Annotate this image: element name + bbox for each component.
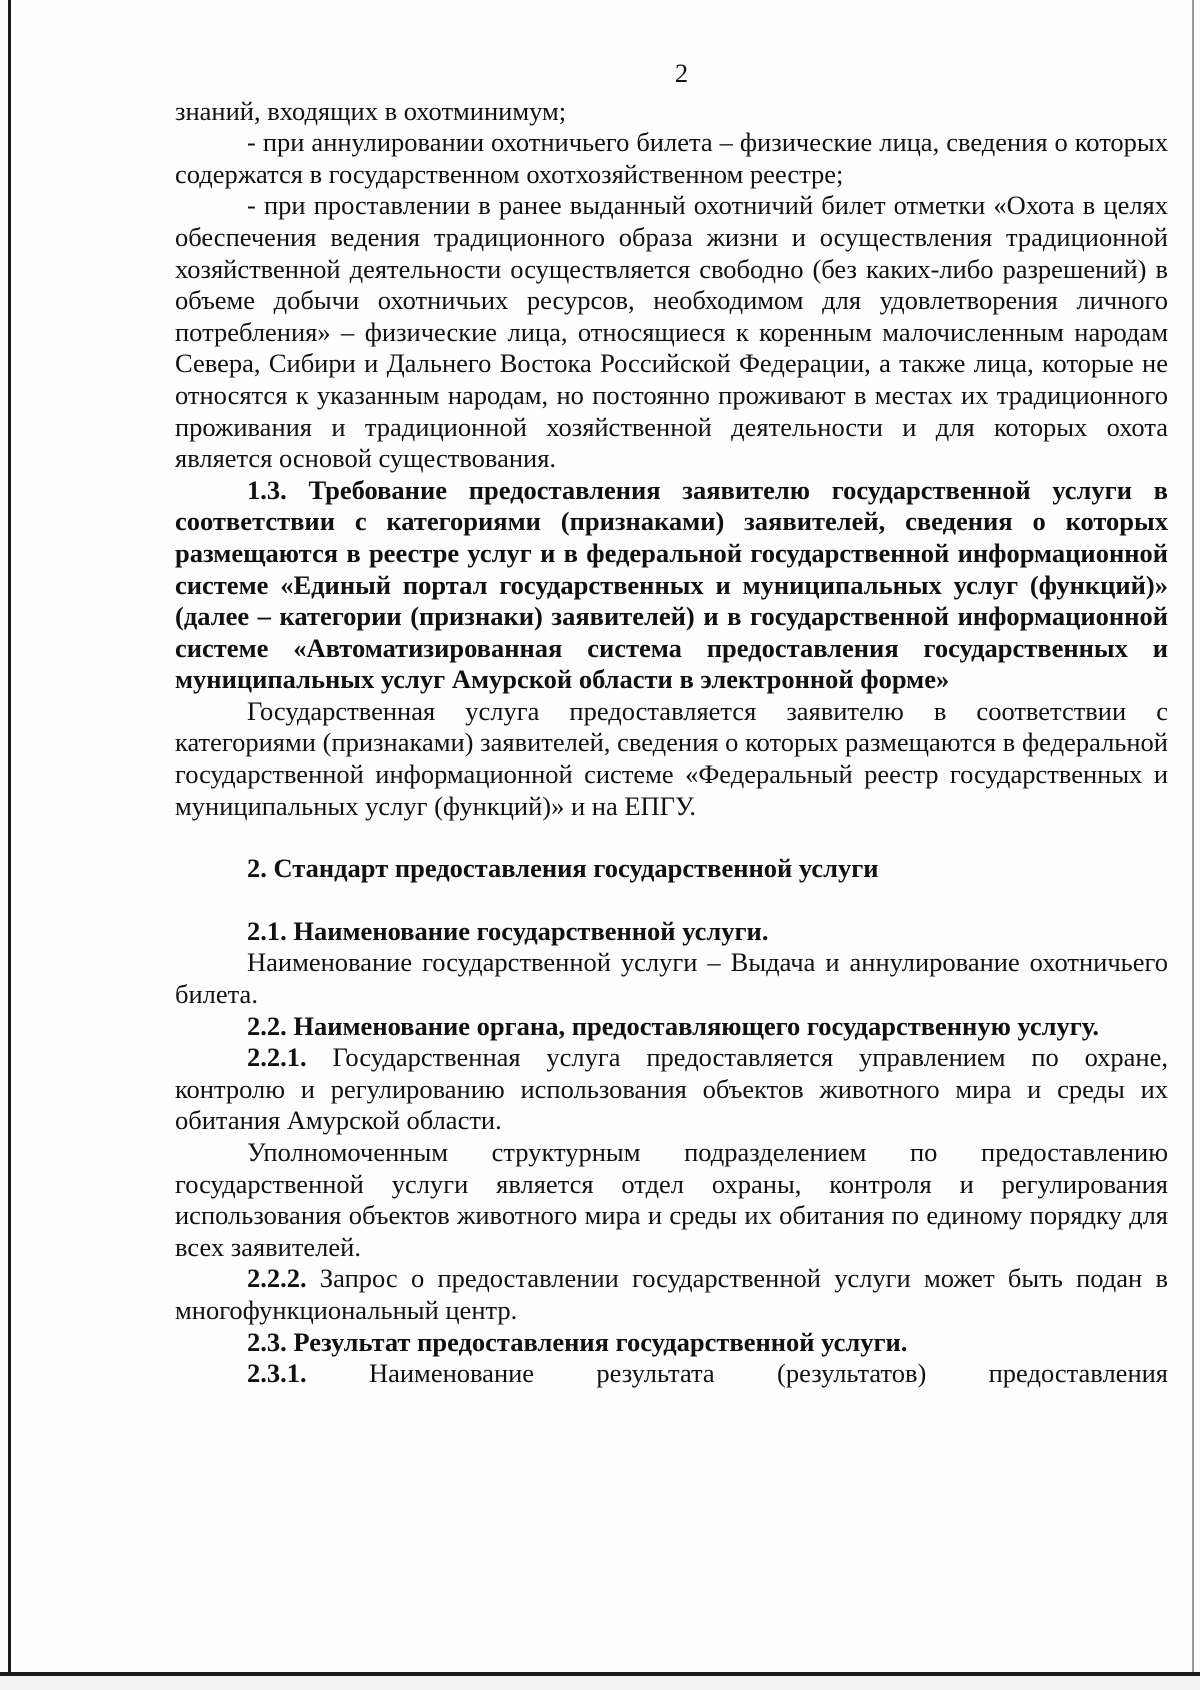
scan-edge-left [8, 0, 11, 1690]
paragraph-authorized-unit: Уполномоченным структурным подразделением по предоставлению государственной услуги является отдел охраны, контроля и регулирования использования объектов животного мира и среды их обитания по единому порядку для всех заявителей. [175, 1137, 1168, 1262]
section-2-2-1-number: 2.2.1. [247, 1042, 307, 1073]
scan-edge-bottom [0, 1672, 1200, 1676]
section-2-3-heading: 2.3. Результат предоставления государственной услуги. [247, 1326, 908, 1357]
section-2-3-1-number: 2.3.1. [247, 1358, 307, 1389]
page-number: 2 [674, 58, 689, 88]
scan-bottom-shadow [0, 1676, 1200, 1690]
section-2-2-1-paragraph [175, 1042, 1168, 1137]
section-2-3-1-paragraph [175, 1358, 1168, 1390]
paragraph-continuation: знаний, входящих в охотминимум; [175, 95, 567, 126]
paragraph-hunting-mark: - при проставлении в ранее выданный охотничий билет отметки «Охота в целях обеспечения ведения традиционного образа жизни и осуществления традиционной хозяйственной деятельности осуществляется свободно (без каких-либо разрешений) в объеме добычи охотничьих ресурсов, необходимом для удовлетворения личного потребления» – физические лица, относящиеся к коренным малочисленным народам Севера, Сибири и Дальнего Востока Российской Федерации, а также лица, которые не относятся к указанным народам, но постоянно проживают в местах их традиционного проживания и традиционной хозяйственной деятельности и для которых охота является основой существования. [175, 190, 1168, 474]
section-2-2-2-number: 2.2.2. [247, 1263, 307, 1294]
document-body [175, 58, 1168, 1390]
section-2-2-2-paragraph [175, 1263, 1168, 1326]
section-2-heading: 2. Стандарт предоставления государственной услуги [247, 853, 879, 884]
paragraph-service-name: Наименование государственной услуги – Выдача и аннулирование охотничьего билета. [175, 947, 1168, 1010]
paragraph-categories: Государственная услуга предоставляется заявителю в соответствии с категориями (признаками) заявителей, сведения о которых размещаются в федеральной государственной информационной системе «Федеральный реестр государственных и муниципальных услуг (функций)» и на ЕПГУ. [175, 695, 1168, 821]
section-1-3-heading: 1.3. Требование предоставления заявителю государственной услуги в соответствии с категориями (признаками) заявителей, сведения о которых размещаются в реестре услуг и в федеральной государственной информационной системе «Единый портал государственных и муниципальных услуг (функций)» (далее – категории (признаки) заявителей) и в государственной информационной системе «Автоматизированная система предоставления государственных и муниципальных услуг Амурской области в электронной форме» [175, 474, 1168, 695]
section-2-2-2-text: Запрос о предоставлении государственной услуги может быть подан в многофункциональный центр. [175, 1263, 1168, 1325]
scan-edge-right [1192, 0, 1194, 1690]
section-2-2-heading: 2.2. Наименование органа, предоставляющего государственную услугу. [247, 1010, 1100, 1041]
section-2-3-1-text: Наименование результата (результатов) предоставления [306, 1358, 1168, 1389]
section-2-2-1-text: Государственная услуга предоставляется управлением по охране, контролю и регулированию использования объектов животного мира и среды их обитания Амурской области. [175, 1042, 1168, 1136]
section-2-1-heading: 2.1. Наименование государственной услуги. [247, 915, 769, 946]
paragraph-annulment: - при аннулировании охотничьего билета – физические лица, сведения о которых содержатся в государственном охотхозяйственном реестре; [175, 127, 1168, 189]
